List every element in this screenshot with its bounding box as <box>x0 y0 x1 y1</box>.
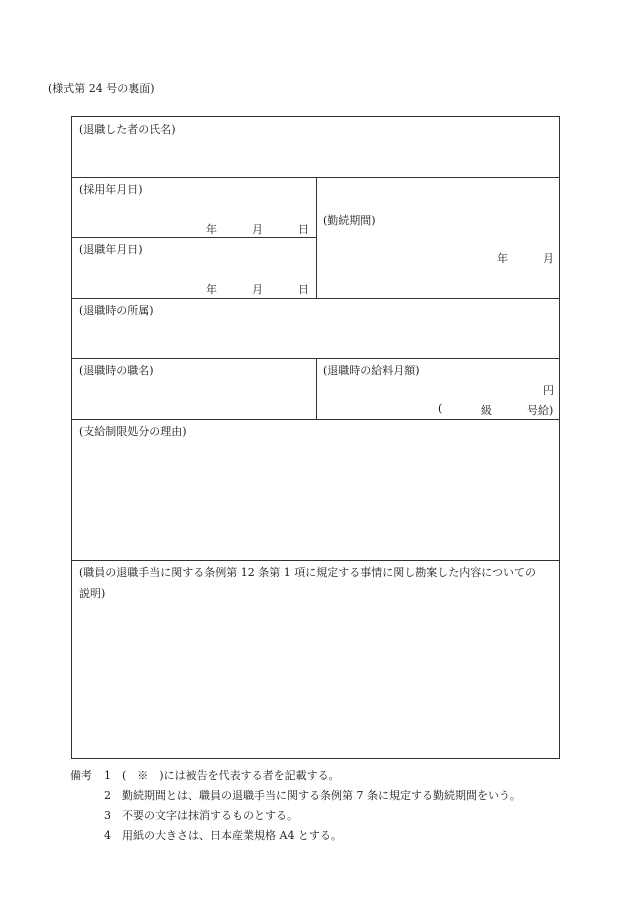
note-text: ( ※ )には被告を代表する者を記載する。 <box>122 769 340 782</box>
service-year-unit: 年 <box>497 252 508 265</box>
explanation-label-line2: 説明) <box>79 587 106 600</box>
hire-day-unit: 日 <box>298 223 309 236</box>
hire-date-field[interactable] <box>72 177 316 237</box>
note-number: 3 <box>104 809 111 822</box>
form-number-label: (様式第 24 号の裏面) <box>48 82 155 95</box>
salary-open-paren: ( <box>438 402 443 415</box>
service-period-field[interactable] <box>316 177 559 298</box>
retire-year-unit: 年 <box>206 283 217 296</box>
note-text: 勤続期間とは、職員の退職手当に関する条例第 7 条に規定する勤続期間をいう。 <box>122 789 521 802</box>
salary-step-unit: 号給) <box>527 404 554 417</box>
position-label: (退職時の職名) <box>79 364 154 377</box>
retire-day-unit: 日 <box>298 283 309 296</box>
service-period-label: (勤続期間) <box>323 214 376 227</box>
note-number: 1 <box>104 769 111 782</box>
retire-date-field[interactable] <box>72 237 316 298</box>
service-month-unit: 月 <box>543 252 554 265</box>
retire-month-unit: 月 <box>252 283 263 296</box>
explanation-field[interactable] <box>72 560 559 758</box>
affiliation-label: (退職時の所属) <box>79 304 154 317</box>
form-table <box>71 116 560 759</box>
hire-date-label: (採用年月日) <box>79 183 143 196</box>
note-text: 用紙の大きさは、日本産業規格 A4 とする。 <box>122 829 342 842</box>
note-number: 2 <box>104 789 111 802</box>
hire-year-unit: 年 <box>206 223 217 236</box>
restriction-reason-label: (支給制限処分の理由) <box>79 425 187 438</box>
salary-yen-unit: 円 <box>543 384 554 397</box>
name-label: (退職した者の氏名) <box>79 123 176 136</box>
hire-month-unit: 月 <box>252 223 263 236</box>
note-text: 不要の文字は抹消するものとする。 <box>122 809 298 822</box>
salary-grade-unit: 級 <box>481 404 492 417</box>
explanation-label-line1: (職員の退職手当に関する条例第 12 条第 1 項に規定する事情に関し勘案した内容についての <box>79 566 537 579</box>
note-number: 4 <box>104 829 111 842</box>
retire-date-label: (退職年月日) <box>79 243 143 256</box>
restriction-reason-field[interactable] <box>72 419 559 560</box>
salary-field[interactable] <box>316 358 559 419</box>
salary-label: (退職時の給料月額) <box>323 364 420 377</box>
affiliation-field[interactable] <box>72 298 559 358</box>
name-field[interactable] <box>72 117 559 177</box>
notes-heading: 備考 <box>70 769 92 782</box>
position-field[interactable] <box>72 358 316 419</box>
